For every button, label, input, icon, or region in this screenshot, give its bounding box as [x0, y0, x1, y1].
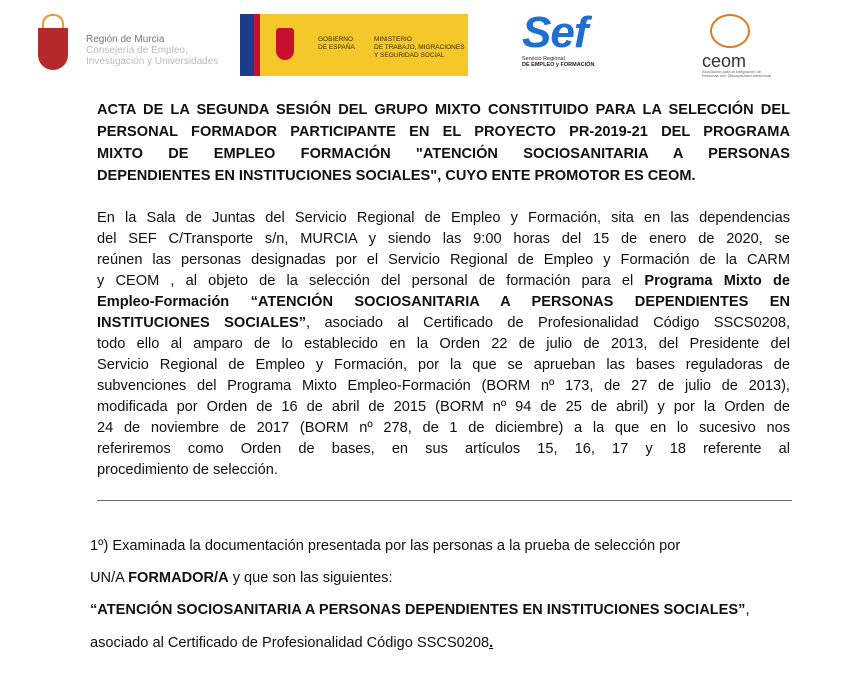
body-line	[97, 439, 790, 460]
body-line	[97, 292, 790, 313]
body-line	[97, 313, 790, 334]
gob-l2: DE ESPAÑA	[318, 44, 355, 51]
body-line	[97, 250, 790, 271]
title-line: MIXTO DE EMPLEO FORMACIÓN "ATENCIÓN SOCIOSANITARIA A PERSONAS	[97, 146, 790, 162]
body-line	[97, 460, 790, 481]
murcia-name: Región de Murcia	[86, 34, 165, 45]
murcia-sub1: Consejería de Empleo,	[86, 45, 188, 56]
tree-icon	[710, 14, 750, 48]
body-line	[97, 355, 790, 376]
text-segment: En la Sala de Juntas del Servicio Regional de Empleo y Formación, sita en las dependencias	[97, 210, 790, 226]
text-segment: todo ello al amparo de lo establecido en la Orden 22 de julio de 2013, del Presidente del	[97, 336, 790, 352]
min-l3: Y SEGURIDAD SOCIAL	[374, 52, 445, 59]
s1-l3: “ATENCIÓN SOCIOSANITARIA A PERSONAS DEPENDIENTES EN INSTITUCIONES SOCIALES”	[90, 602, 746, 618]
region-murcia-logo	[38, 14, 238, 76]
min-l2: DE TRABAJO, MIGRACIONES	[374, 44, 465, 51]
text-segment: procedimiento de selección.	[97, 462, 278, 478]
body-line	[97, 271, 790, 292]
body-line	[97, 229, 790, 250]
text-segment: subvenciones del Programa Mixto Empleo-Formación (BORM nº 173, de 27 de julio de 2013),	[97, 378, 790, 394]
min-l1: MINISTERIO	[374, 36, 412, 43]
sef-wordmark: Sef	[522, 8, 588, 57]
text-segment: modificada por Orden de 16 de abril de 2015 (BORM nº 94 de 25 de abril) y por la Orden de	[97, 399, 790, 415]
text-segment: 24 de noviembre de 2017 (BORM nº 278, de 1 de diciembre) a la que en lo sucesivo nos	[97, 420, 790, 436]
text-segment: y CEOM , al objeto de la selección del personal de formación para el	[97, 273, 645, 289]
text-segment: del SEF C/Transporte s/n, MURCIA y siendo las 9:00 horas del 15 de enero de 2020, se	[97, 231, 790, 247]
section1-line1: 1º) Examinada la documentación presentada por las personas a la prueba de selección por	[90, 538, 681, 554]
gobierno-espana-logo	[240, 14, 468, 76]
s1-l2b: FORMADOR/A	[128, 570, 229, 586]
sef-logo	[522, 10, 637, 80]
text-segment: reúnen las personas designadas por el Servicio Regional de Empleo y Formación de la CARM	[97, 252, 790, 268]
crown-icon	[42, 14, 64, 28]
section1-line4	[90, 635, 493, 651]
s1-l2a: UN/A	[90, 570, 129, 586]
title-line: DEPENDIENTES EN INSTITUCIONES SOCIALES", CUYO ENTE PROMOTOR ES CEOM.	[97, 168, 696, 184]
ceom-tagline: Asociación para la integración de Personas con Discapacidad Intelectual	[702, 69, 771, 78]
s1-l2c: y que son las siguientes:	[228, 570, 393, 586]
s1-l3b: ,	[745, 602, 750, 618]
s1-l4: asociado al Certificado de Profesionalidad Código SSCS0208	[90, 635, 490, 651]
section1-line2	[90, 570, 393, 586]
text-segment: Empleo-Formación “ATENCIÓN SOCIOSANITARIA A PERSONAS DEPENDIENTES EN	[97, 294, 790, 310]
text-segment: referiremos como Orden de bases, en sus artículos 15, 16, 17 y 18 referente al	[97, 441, 790, 457]
body-line	[97, 208, 790, 229]
text-segment: , asociado al Certificado de Profesionalidad Código SSCS0208,	[306, 315, 790, 331]
body-line	[97, 334, 790, 355]
title-line: ACTA DE LA SEGUNDA SESIÓN DEL GRUPO MIXTO CONSTITUIDO PARA LA SELECCIÓN DEL	[97, 102, 790, 118]
body-line	[97, 376, 790, 397]
eu-flag-icon	[240, 14, 254, 76]
body-line	[97, 418, 790, 439]
text-segment: INSTITUCIONES SOCIALES”	[97, 315, 307, 331]
intro-paragraph	[97, 208, 790, 481]
section1-line3	[90, 602, 750, 618]
body-line	[97, 397, 790, 418]
document-title	[97, 99, 790, 187]
text-segment: Programa Mixto de	[644, 273, 790, 289]
ceom-logo	[702, 14, 772, 89]
murcia-sub2: Investigación y Universidades	[86, 56, 219, 67]
sef-l1: Servicio Regional	[522, 56, 565, 62]
title-line: PERSONAL FORMADOR PARTICIPANTE EN EL PROYECTO PR-2019-21 DEL PROGRAMA	[97, 124, 790, 140]
sef-l2: DE EMPLEO y FORMACIÓN	[522, 62, 595, 68]
spain-arms-icon	[276, 28, 294, 60]
ceom-name: ceom	[702, 51, 747, 71]
gob-l1: GOBIERNO	[318, 36, 354, 43]
text-segment: Servicio Regional de Empleo y Formación, por la que se aprueban las bases reguladoras de	[97, 357, 790, 373]
coat-of-arms-icon	[38, 28, 68, 70]
s1-l4b: .	[489, 635, 494, 651]
divider	[97, 500, 792, 501]
